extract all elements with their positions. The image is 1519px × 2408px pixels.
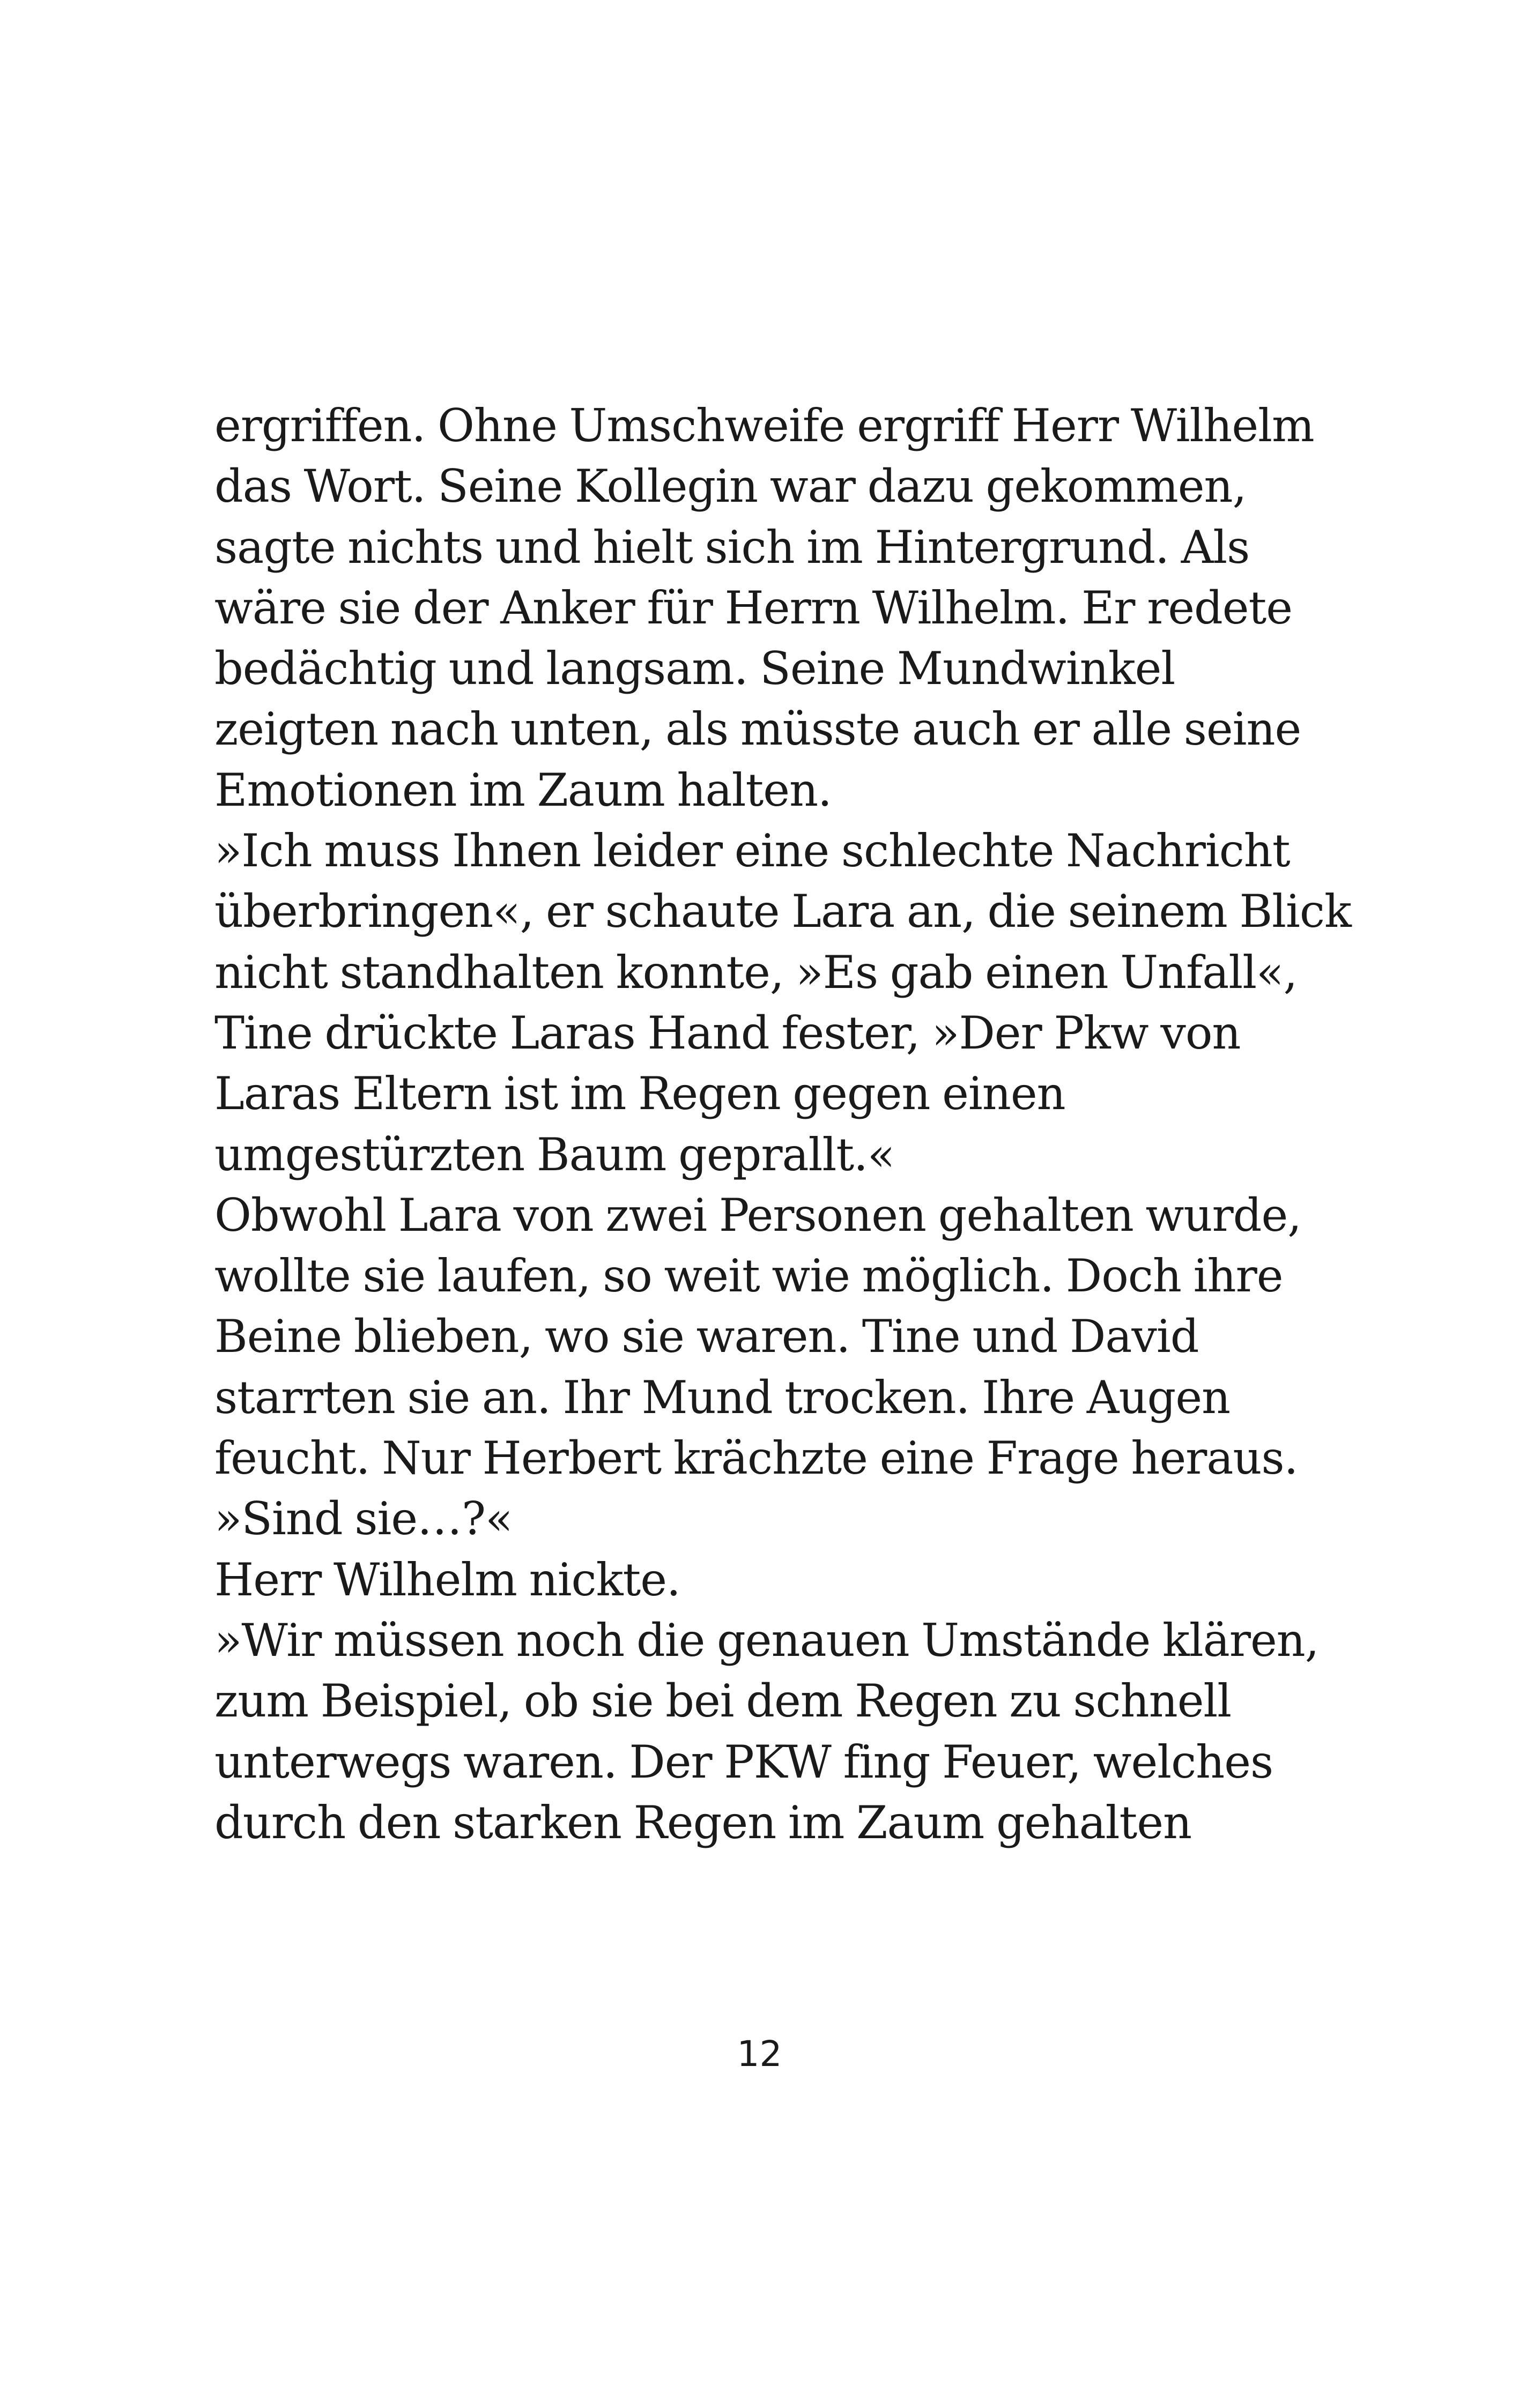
- body-text: [214, 396, 1351, 1853]
- text-line: bedächtig und langsam. Seine Mundwinkel: [214, 642, 1175, 695]
- text-line: sagte nichts und hielt sich im Hintergrund. Als: [214, 521, 1250, 574]
- text-line: ergriffen. Ohne Umschweife ergriff Herr Wilhelm: [214, 399, 1314, 452]
- text-line: zum Beispiel, ob sie bei dem Regen zu schnell: [214, 1675, 1232, 1728]
- text-line: Herr Wilhelm nickte.: [214, 1553, 680, 1606]
- text-line: durch den starken Regen im Zaum gehalten: [214, 1796, 1192, 1849]
- text-line: das Wort. Seine Kollegin war dazu gekommen,: [214, 460, 1247, 513]
- text-line: Emotionen im Zaum halten.: [214, 763, 832, 816]
- text-line: unterwegs waren. Der PKW fing Feuer, welches: [214, 1735, 1273, 1788]
- text-line: wollte sie laufen, so weit wie möglich. Doch ihre: [214, 1250, 1283, 1303]
- page-number: 12: [737, 2033, 782, 2075]
- text-line: »Sind sie…?«: [214, 1492, 513, 1545]
- text-line: »Ich muss Ihnen leider eine schlechte Nachricht: [214, 824, 1290, 878]
- text-line: überbringen«, er schaute Lara an, die seinem Blick: [214, 885, 1351, 938]
- text-line: wäre sie der Anker für Herrn Wilhelm. Er redete: [214, 581, 1292, 634]
- text-line: umgestürzten Baum geprallt.«: [214, 1128, 895, 1181]
- text-line: Tine drückte Laras Hand fester, »Der Pkw von: [214, 1006, 1241, 1059]
- text-line: nicht standhalten konnte, »Es gab einen Unfall«,: [214, 946, 1298, 999]
- text-line: Obwohl Lara von zwei Personen gehalten wurde,: [214, 1188, 1301, 1242]
- text-line: starrten sie an. Ihr Mund trocken. Ihre Augen: [214, 1371, 1231, 1424]
- text-line: Laras Eltern ist im Regen gegen einen: [214, 1067, 1065, 1120]
- text-line: feucht. Nur Herbert krächzte eine Frage heraus.: [214, 1432, 1298, 1485]
- text-line: »Wir müssen noch die genauen Umstände klären,: [214, 1614, 1319, 1667]
- text-line: zeigten nach unten, als müsste auch er alle seine: [214, 703, 1301, 756]
- text-line: Beine blieben, wo sie waren. Tine und David: [214, 1310, 1199, 1363]
